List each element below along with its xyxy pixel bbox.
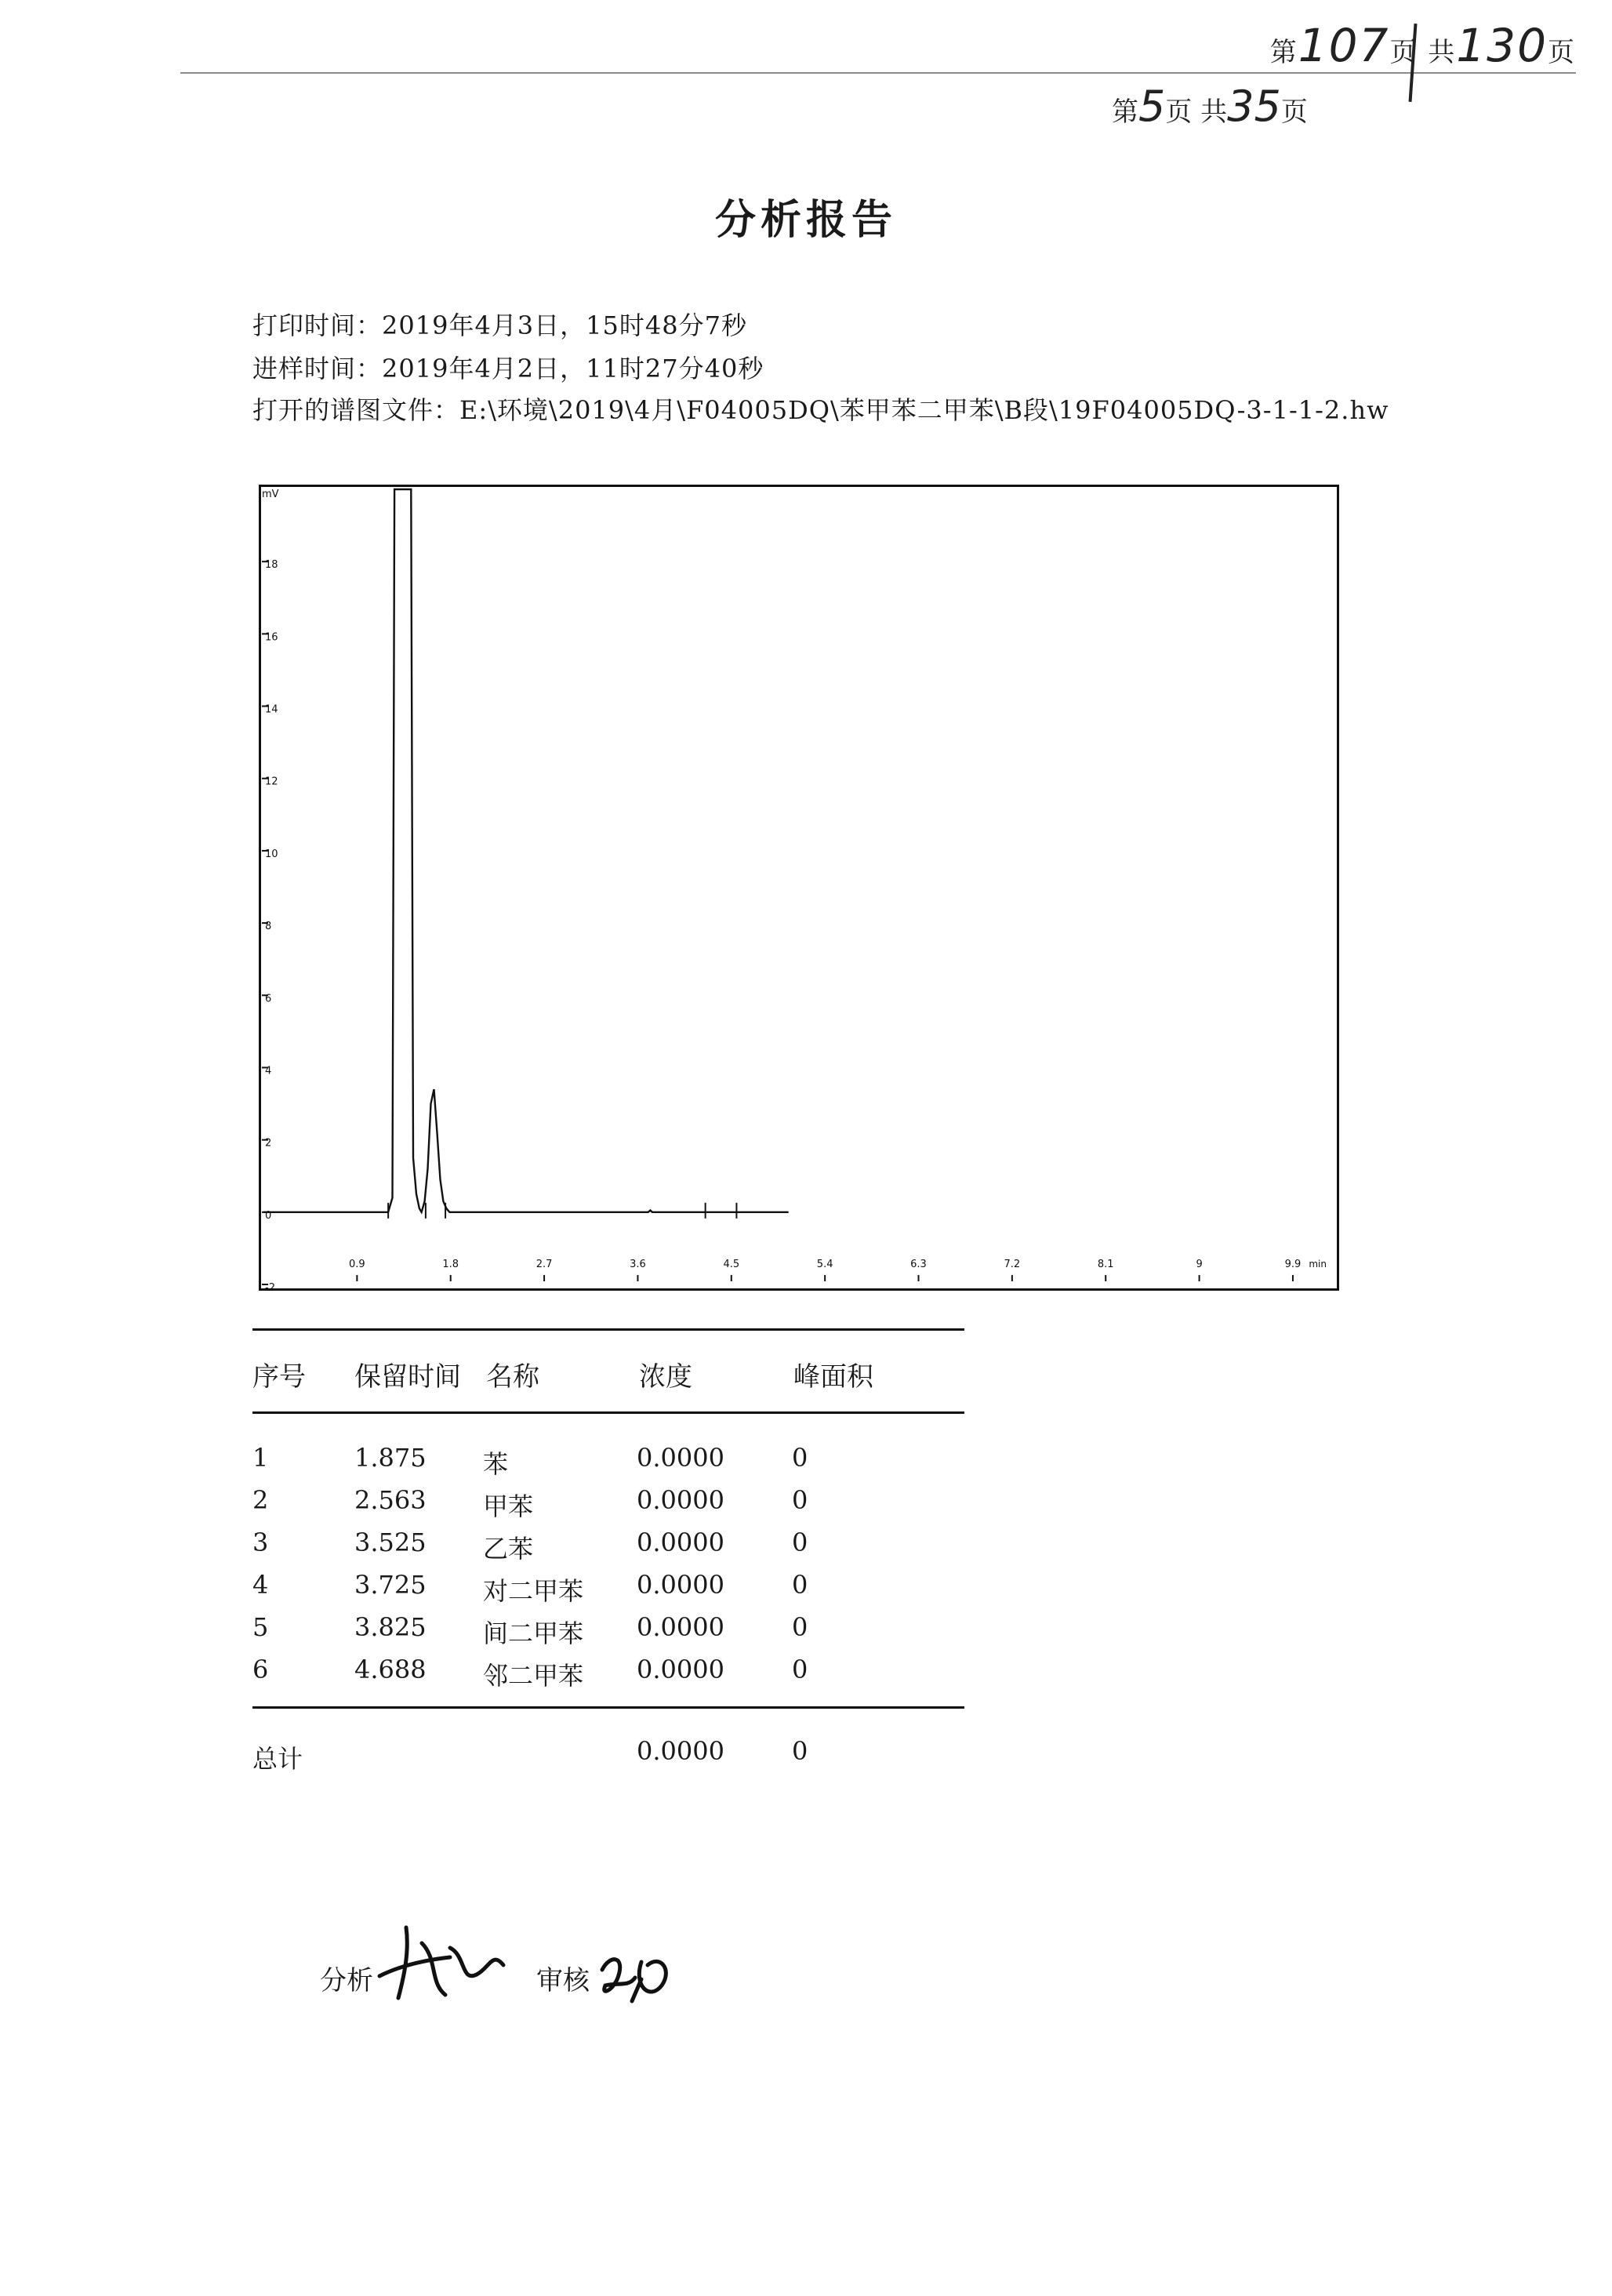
reviewer-signature <box>594 1938 681 2009</box>
row-index: 4 <box>252 1570 269 1600</box>
row-concentration: 0.0000 <box>637 1443 724 1473</box>
header-rule <box>180 72 1576 74</box>
row-peak-area: 0 <box>792 1485 808 1515</box>
y-tick-label: -2 <box>265 1282 275 1291</box>
y-tick-label: 4 <box>265 1065 272 1077</box>
row-retention-time: 3.725 <box>354 1570 427 1600</box>
row-index: 1 <box>252 1443 269 1473</box>
header-index: 序号 <box>252 1361 306 1393</box>
x-tick-label: 9 <box>1196 1259 1203 1270</box>
y-tick-label: 14 <box>265 703 278 716</box>
y-tick-label: 16 <box>265 631 278 644</box>
y-tick-label: 0 <box>265 1209 272 1222</box>
stamp-mid-page-count <box>1112 82 1308 131</box>
row-peak-area: 0 <box>792 1612 808 1642</box>
header-concentration: 浓度 <box>639 1361 692 1393</box>
row-peak-area: 0 <box>792 1655 808 1684</box>
row-name: 对二甲苯 <box>483 1576 584 1606</box>
stamp-top-page-count <box>1270 19 1576 72</box>
print-time: 打印时间：2019年4月3日，15时48分7秒 <box>252 311 747 340</box>
row-name: 乙苯 <box>483 1534 534 1564</box>
x-axis-label: min <box>1309 1259 1327 1270</box>
x-tick-label: 2.7 <box>536 1259 553 1270</box>
row-concentration: 0.0000 <box>637 1655 724 1684</box>
stamp-mid-suffix: 页 <box>1280 96 1308 128</box>
stamp-top-suffix: 页 <box>1548 37 1576 68</box>
row-retention-time: 3.525 <box>354 1528 427 1557</box>
row-retention-time: 1.875 <box>354 1443 427 1473</box>
y-tick-label: 6 <box>265 993 272 1005</box>
row-index: 3 <box>252 1528 269 1557</box>
x-tick-label: 7.2 <box>1004 1259 1021 1270</box>
row-concentration: 0.0000 <box>637 1485 724 1515</box>
y-axis-label: mV <box>262 489 279 500</box>
row-concentration: 0.0000 <box>637 1528 724 1557</box>
row-peak-area: 0 <box>792 1528 808 1557</box>
stamp-top-page: 107 <box>1298 19 1390 72</box>
stamp-mid-prefix: 第 <box>1112 96 1138 128</box>
stamp-mid-mid: 页 共 <box>1165 96 1228 128</box>
row-peak-area: 0 <box>792 1570 808 1600</box>
header-peak-area: 峰面积 <box>793 1361 873 1393</box>
x-tick-label: 3.6 <box>630 1259 646 1270</box>
row-retention-time: 4.688 <box>354 1655 427 1684</box>
x-tick-label: 4.5 <box>723 1259 740 1270</box>
row-index: 5 <box>252 1612 269 1642</box>
row-retention-time: 2.563 <box>354 1485 427 1515</box>
inject-time: 进样时间：2019年4月2日，11时27分40秒 <box>252 354 764 383</box>
chromatogram-chart <box>259 485 1339 1291</box>
header-name: 名称 <box>486 1361 539 1393</box>
x-tick-label: 6.3 <box>910 1259 927 1270</box>
row-concentration: 0.0000 <box>637 1612 724 1642</box>
row-name: 甲苯 <box>483 1491 534 1521</box>
x-tick-label: 9.9 <box>1284 1259 1302 1270</box>
x-tick-label: 0.9 <box>349 1259 365 1270</box>
total-concentration: 0.0000 <box>637 1736 724 1766</box>
reviewer-label: 审核 <box>536 1965 590 1996</box>
stamp-top-mid: 页 共 <box>1389 37 1457 68</box>
row-peak-area: 0 <box>792 1443 808 1473</box>
table-header-rule <box>252 1411 964 1414</box>
row-name: 间二甲苯 <box>483 1618 584 1648</box>
chromatogram-file-path: 打开的谱图文件：E:\环境\2019\4月\F04005DQ\苯甲苯二甲苯\B段\19F04005DQ-3-1-1-2.hw <box>252 395 1389 425</box>
table-top-rule <box>252 1328 964 1331</box>
row-name: 苯 <box>483 1449 509 1479</box>
stamp-mid-page: 5 <box>1138 82 1166 131</box>
total-label: 总计 <box>252 1744 303 1774</box>
analyst-label: 分析 <box>320 1965 373 1996</box>
y-tick-label: 10 <box>265 848 278 860</box>
y-tick-label: 12 <box>265 776 278 788</box>
row-concentration: 0.0000 <box>637 1570 724 1600</box>
x-tick-label: 1.8 <box>442 1259 459 1270</box>
row-retention-time: 3.825 <box>354 1612 427 1642</box>
analyst-signature <box>375 1920 508 2006</box>
report-title: 分析报告 <box>714 196 897 244</box>
y-tick-label: 18 <box>265 559 278 572</box>
row-index: 2 <box>252 1485 269 1515</box>
header-retention-time: 保留时间 <box>354 1361 461 1393</box>
stamp-top-total: 130 <box>1456 19 1548 72</box>
row-index: 6 <box>252 1655 269 1684</box>
y-tick-label: 8 <box>265 921 272 933</box>
table-bottom-rule <box>252 1706 964 1709</box>
total-peak-area: 0 <box>792 1736 808 1766</box>
x-tick-label: 5.4 <box>816 1259 833 1270</box>
chromatogram-trace <box>263 489 789 1212</box>
stamp-top-prefix: 第 <box>1269 37 1298 68</box>
row-name: 邻二甲苯 <box>483 1661 584 1691</box>
stamp-mid-total: 35 <box>1227 82 1281 131</box>
x-tick-label: 8.1 <box>1097 1259 1114 1270</box>
y-tick-label: 2 <box>265 1137 272 1150</box>
